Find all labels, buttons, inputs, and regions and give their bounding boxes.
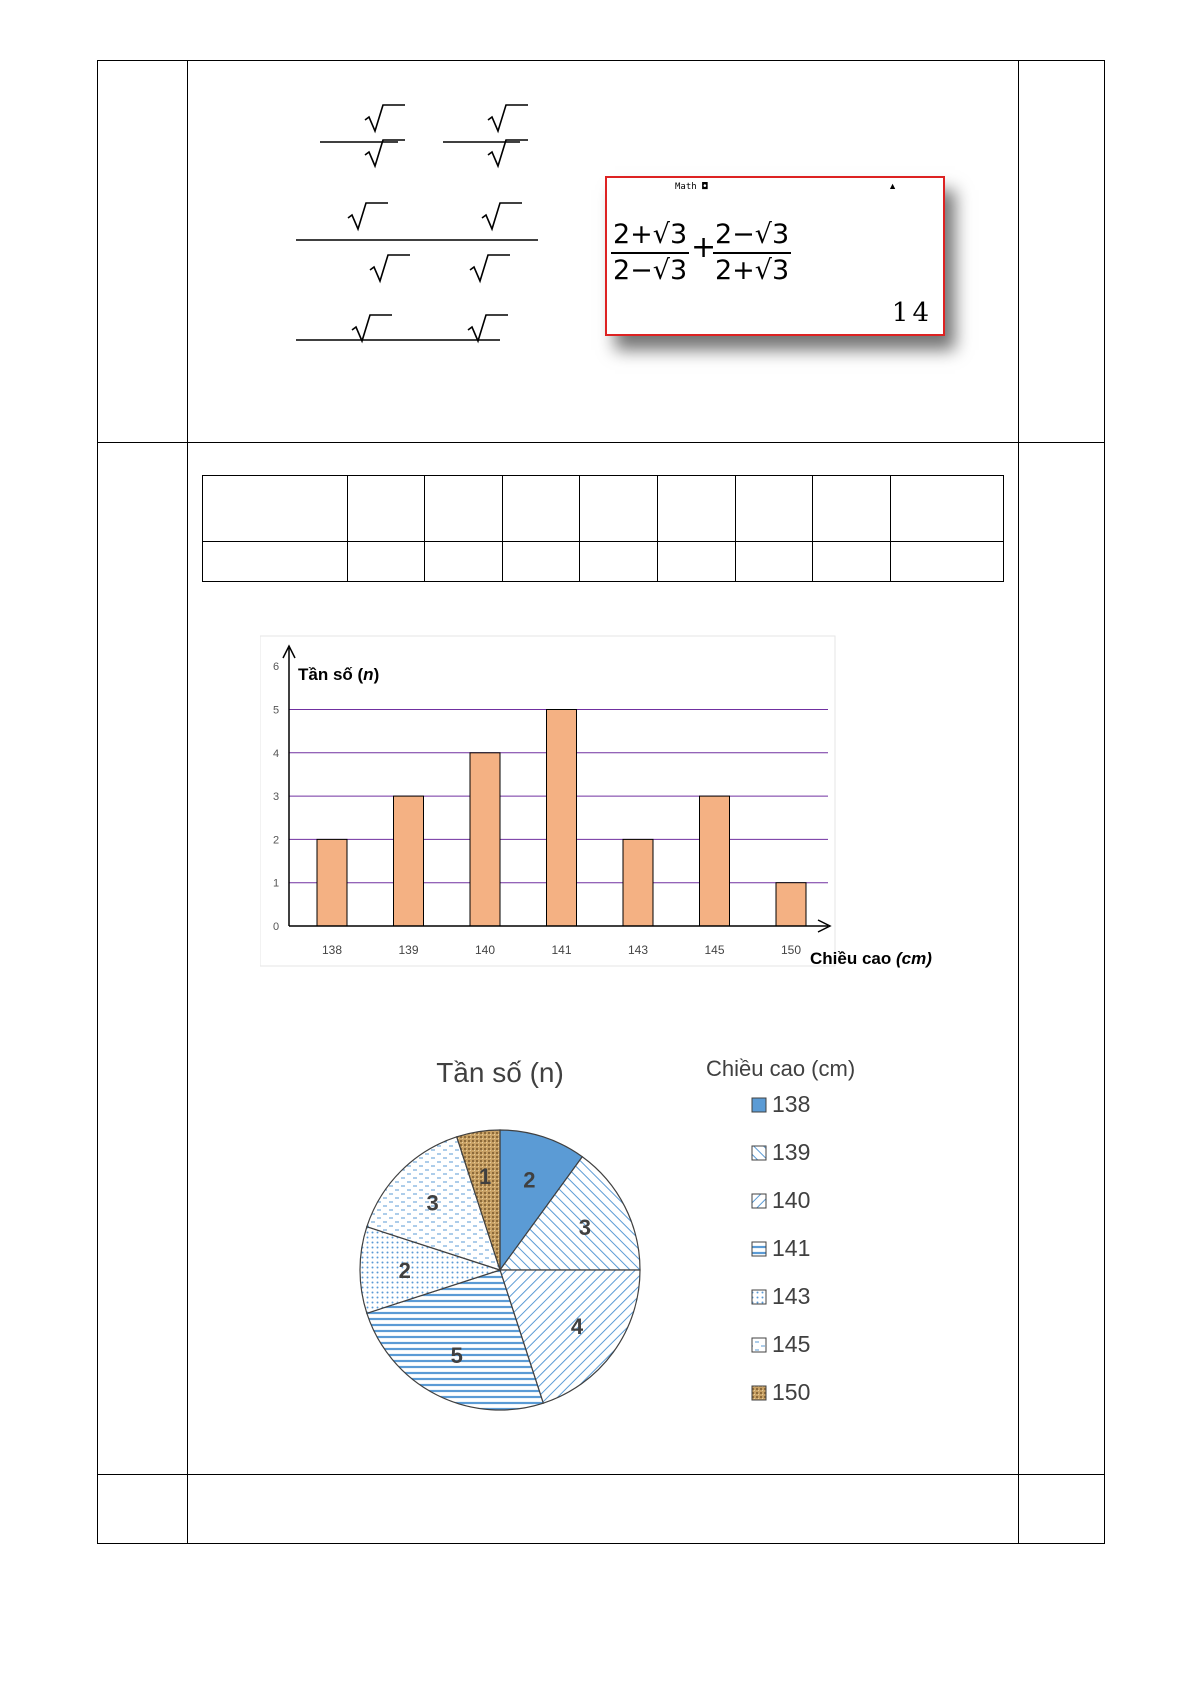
radical-sign — [488, 105, 528, 131]
y-tick-label: 3 — [272, 791, 280, 804]
bar-chart — [260, 632, 940, 977]
y-tick-label: 4 — [272, 747, 280, 760]
table-line — [202, 475, 203, 581]
calculator-plus: + — [691, 230, 717, 265]
radical-sign — [365, 140, 405, 166]
table-line — [202, 541, 1004, 542]
legend-label: 145 — [772, 1331, 811, 1357]
pie-legend — [752, 1091, 810, 1405]
legend-swatch — [752, 1290, 766, 1304]
legend-title: Chiều cao (cm) — [706, 1056, 856, 1081]
table-border-left — [97, 60, 98, 1544]
pie-slice-label: 3 — [426, 1190, 439, 1216]
bar-chart-svg — [260, 632, 940, 972]
bar-143 — [623, 839, 653, 926]
legend-label: 140 — [772, 1187, 811, 1213]
bars — [317, 710, 806, 927]
bar-139 — [394, 796, 424, 926]
calculator-screen — [605, 176, 945, 336]
pie-slice-label: 3 — [578, 1214, 591, 1240]
radical-sign — [365, 105, 405, 131]
calculator-mode: Math ◘ — [675, 182, 708, 192]
table-line — [347, 475, 348, 581]
table-line — [657, 475, 658, 581]
x-tick-label: 140 — [474, 943, 496, 957]
x-axis-label: Chiều cao (cm) — [810, 949, 932, 968]
table-line — [202, 475, 1004, 476]
calculator-fraction-2 — [713, 218, 791, 288]
y-tick-label: 0 — [272, 921, 280, 933]
bar-150 — [776, 883, 806, 926]
row-divider-2 — [97, 1474, 1105, 1475]
fraction-denominator: 2+√3 — [715, 255, 790, 286]
bar-141 — [547, 710, 577, 927]
bar-138 — [317, 839, 347, 926]
legend-label: 141 — [772, 1235, 811, 1261]
radical-sign — [468, 315, 508, 341]
pie-chart — [340, 1040, 880, 1445]
y-tick-label: 2 — [272, 834, 280, 847]
radical-sign — [470, 255, 510, 281]
legend-label: 138 — [772, 1091, 811, 1117]
table-border-top — [97, 60, 1105, 61]
bar-145 — [700, 796, 730, 926]
y-tick-label: 6 — [272, 661, 280, 674]
legend-swatch — [752, 1338, 766, 1352]
legend-label: 143 — [772, 1283, 811, 1309]
table-line — [424, 475, 425, 581]
fraction-denominator: 2−√3 — [613, 255, 688, 286]
table-line — [890, 475, 891, 581]
pie-slice-label: 4 — [570, 1313, 584, 1339]
fraction-numerator: 2−√3 — [713, 218, 791, 254]
radical-sign — [370, 255, 410, 281]
legend-swatch — [752, 1242, 766, 1256]
legend-swatch — [752, 1146, 766, 1160]
fraction-numerator: 2+√3 — [611, 218, 689, 254]
pie-slice-label: 5 — [450, 1342, 463, 1368]
legend-swatch — [752, 1386, 766, 1400]
x-tick-labels — [322, 943, 801, 957]
pie-slice-label: 2 — [398, 1258, 411, 1283]
radical-sign — [482, 203, 522, 229]
y-tick-label: 1 — [272, 877, 280, 890]
table-line — [1003, 475, 1004, 581]
legend-swatch — [752, 1098, 766, 1112]
table-border-bottom — [97, 1543, 1105, 1544]
table-line — [502, 475, 503, 581]
radical-sign — [488, 140, 528, 166]
legend-swatch — [752, 1194, 766, 1208]
x-tick-label: 138 — [321, 943, 343, 957]
table-border-right — [1104, 60, 1105, 1544]
x-tick-label: 141 — [551, 943, 572, 957]
pie-title: Tần số (n) — [436, 1057, 564, 1088]
pie-slice-label: 2 — [523, 1167, 536, 1193]
y-axis-label: Tần số (n) — [298, 665, 380, 684]
row-divider-1 — [97, 442, 1105, 443]
y-tick-labels — [273, 661, 279, 933]
x-tick-label: 145 — [704, 943, 725, 957]
x-tick-label: 150 — [780, 943, 802, 957]
table-line — [812, 475, 813, 581]
pie-chart-svg — [340, 1040, 880, 1440]
radical-workings — [290, 100, 550, 350]
bar-140 — [470, 753, 500, 926]
table-line — [735, 475, 736, 581]
radical-sign — [352, 315, 392, 341]
x-tick-label: 139 — [398, 943, 419, 957]
legend-label: 139 — [772, 1139, 811, 1165]
column-divider-1 — [187, 60, 188, 1544]
table-line — [202, 581, 1004, 582]
x-tick-label: 143 — [627, 943, 649, 957]
table-line — [579, 475, 580, 581]
column-divider-2 — [1018, 60, 1019, 1544]
legend-label: 150 — [772, 1379, 811, 1405]
calculator-fraction-1 — [611, 218, 689, 288]
calculator-indicator-icon: ▲ — [888, 181, 897, 191]
pie-slice-label: 1 — [478, 1163, 492, 1189]
radical-sign — [348, 203, 388, 229]
calculator-result: 14 — [891, 298, 933, 328]
y-tick-label: 5 — [272, 704, 280, 717]
